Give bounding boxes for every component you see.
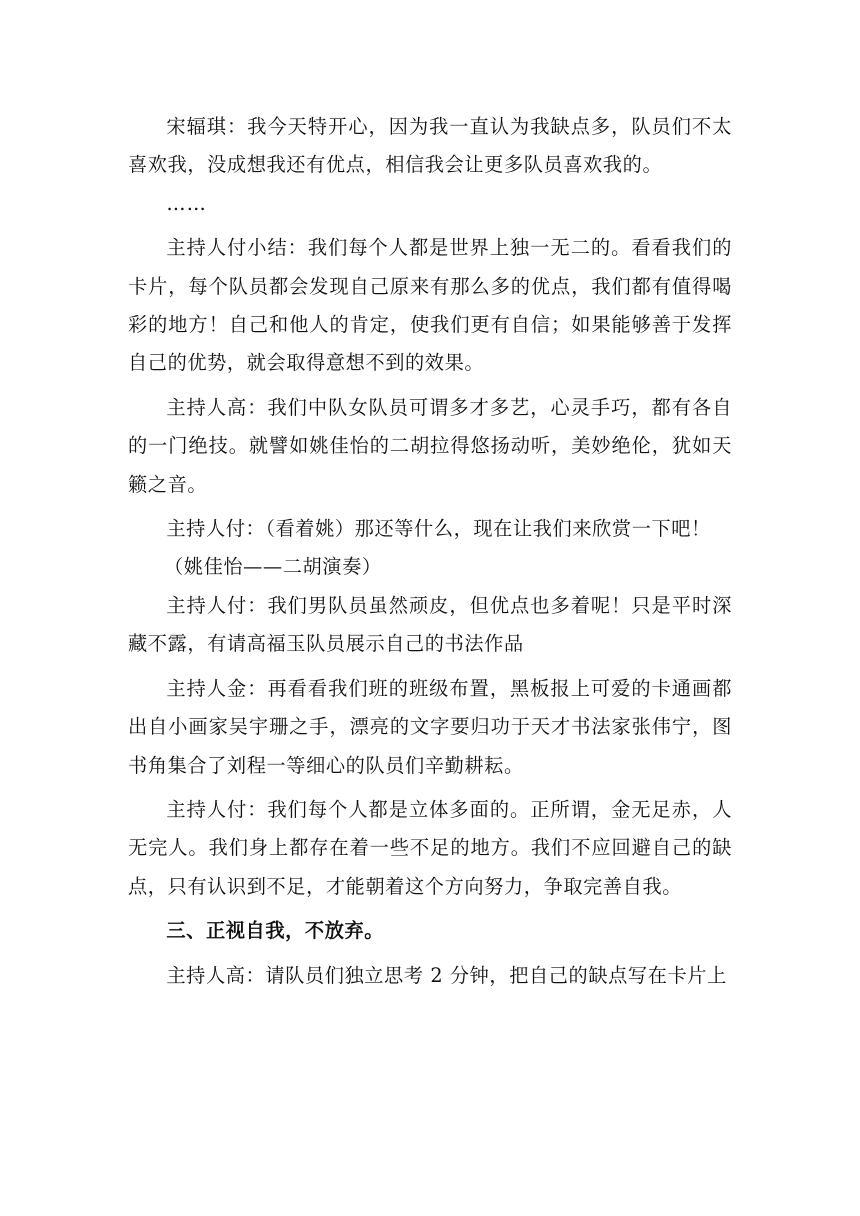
paragraph-host-fu-invite: 主持人付：（看着姚）那还等什么，现在让我们来欣赏一下吧！ bbox=[166, 517, 711, 541]
paragraph-host-gao-cards: 主持人高：请队员们独立思考 2 分钟，把自己的缺点写在卡片上 bbox=[166, 963, 727, 987]
paragraph-host-fu-calligraphy: 主持人付：我们男队员虽然顽皮，但优点也多着呢！只是平时深藏不露，有请高福玉队员展示自己的书法作品 bbox=[128, 593, 732, 656]
ellipsis-line: …… bbox=[166, 191, 207, 215]
section-heading-face-yourself: 三、正视自我，不放弃。 bbox=[166, 919, 385, 943]
document-body bbox=[128, 108, 732, 995]
stage-direction-erhu: （姚佳怡——二胡演奏） bbox=[164, 555, 382, 579]
paragraph-host-jin-classroom: 主持人金：再看看我们班的班级布置，黑板报上可爱的卡通画都出自小画家吴宇珊之手，漂亮的文字要归功于天才书法家张伟宁，图书角集合了刘程一等细心的队员们辛勤耕耘。 bbox=[128, 676, 732, 777]
paragraph-song-speech: 宋辐琪：我今天特开心，因为我一直认为我缺点多，队员们不太喜欢我，没成想我还有优点，相信我会让更多队员喜欢我的。 bbox=[128, 115, 732, 177]
paragraph-host-fu-imperfection: 主持人付：我们每个人都是立体多面的。正所谓，金无足赤，人无完人。我们身上都存在着一些不足的地方。我们不应回避自己的缺点，只有认识到不足，才能朝着这个方向努力，争取完善自我。 bbox=[128, 797, 732, 898]
paragraph-host-fu-summary: 主持人付小结：我们每个人都是世界上独一无二的。看看我们的卡片，每个队员都会发现自己原来有那么多的优点，我们都有值得喝彩的地方！自己和他人的肯定，使我们更有自信；如果能够善于发挥自己的优势，就会取得意想不到的效果。 bbox=[128, 236, 732, 375]
paragraph-host-gao-talents: 主持人高：我们中队女队员可谓多才多艺，心灵手巧，都有各自的一门绝技。就譬如姚佳怡的二胡拉得悠扬动听，美妙绝伦，犹如天籁之音。 bbox=[128, 395, 732, 496]
